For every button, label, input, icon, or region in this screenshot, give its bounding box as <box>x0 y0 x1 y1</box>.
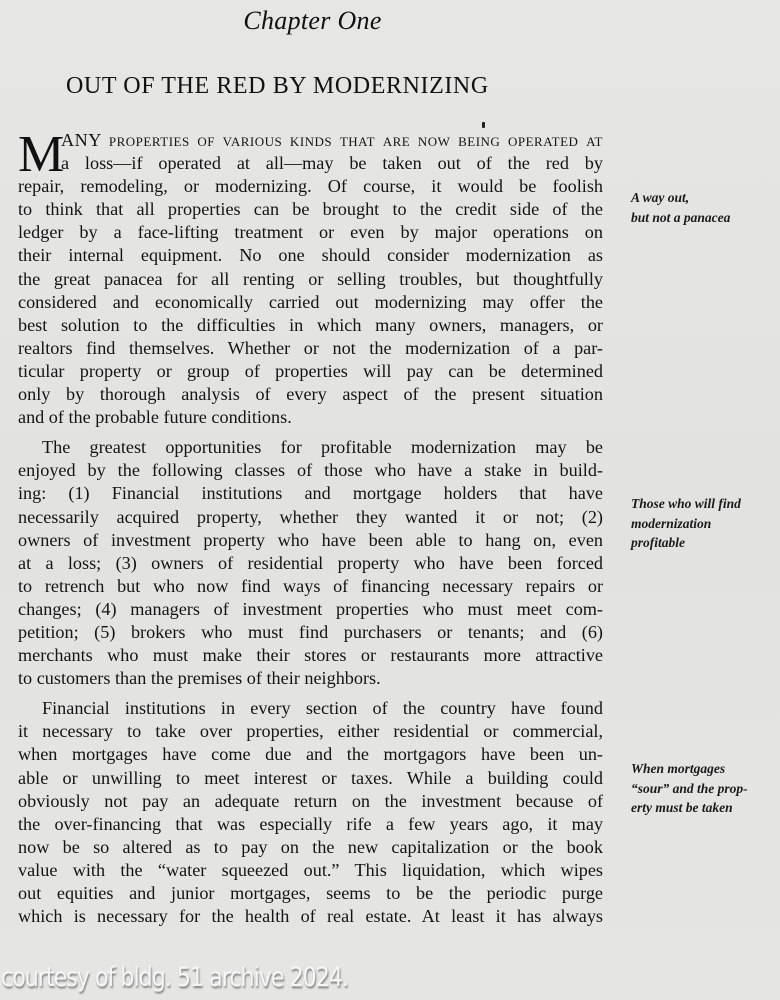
margin-note-line: A way out, <box>631 190 690 205</box>
text-line: ticular property or group of properties will pay can be determined <box>18 360 603 381</box>
text-line: to think that all properties can be brought to the credit side of the <box>18 199 603 220</box>
text-line: realtors find themselves. Whether or not the modernization of a par- <box>18 337 603 358</box>
text-line: to retrench but who now find ways of financing necessary repairs or <box>18 575 603 596</box>
margin-note-line: “sour” and the prop- <box>631 780 748 796</box>
text-line: best solution to the difficulties in which many owners, managers, or <box>18 314 603 335</box>
margin-note <box>631 759 776 818</box>
margin-note <box>631 494 776 553</box>
text-line: it necessary to take over properties, either residential or commercial, <box>18 721 603 742</box>
margin-note-line: modernization <box>631 515 712 531</box>
margin-note-line: Those who will find <box>631 496 741 511</box>
margin-note-line: erty must be taken <box>631 800 733 815</box>
text-line: changes; (4) managers of investment properties who must meet com- <box>18 598 603 619</box>
paper-speck <box>482 122 485 128</box>
text-line: enjoyed by the following classes of those who have a stake in build- <box>18 460 603 481</box>
paragraph <box>18 436 603 690</box>
text-line: the great panacea for all renting or selling troubles, but thoughtfully <box>18 268 603 289</box>
text-line: owners of investment property who have been able to hang on, even <box>18 529 603 550</box>
text-line: a loss—if operated at all—may be taken out of the red by <box>61 153 603 174</box>
text-line: The greatest opportunities for profitable modernization may be <box>42 437 603 458</box>
paragraph-gap <box>18 429 603 436</box>
margin-note-line: When mortgages <box>631 761 726 776</box>
drop-cap: M <box>18 126 65 183</box>
text-line: ing: (1) Financial institutions and mortgage holders that have <box>18 483 603 504</box>
margin-note-line: profitable <box>631 535 685 550</box>
text-line: to customers than the premises of their neighbors. <box>18 668 381 689</box>
paragraph-gap <box>18 690 603 697</box>
text-line: considered and economically carried out modernizing may offer the <box>18 291 603 312</box>
text-line: and of the probable future conditions. <box>18 407 292 428</box>
text-line: necessarily acquired property, whether they wanted it or not; (2) <box>18 506 603 527</box>
text-line <box>18 129 603 152</box>
text-line: Financial institutions in every section of the country have found <box>42 698 603 719</box>
text-line: value with the “water squeezed out.” This liquidation, which wipes <box>18 859 603 880</box>
paragraph <box>18 697 603 928</box>
text-line: now be so altered as to pay on the new capitalization or the book <box>18 836 603 857</box>
text-line: when mortgages have come due and the mortgagors have been un- <box>18 744 603 765</box>
paragraph <box>18 126 603 429</box>
text-line: their internal equipment. No one should consider modernization as <box>18 245 603 266</box>
text-line: repair, remodeling, or modernizing. Of course, it would be foolish <box>18 176 603 197</box>
text-line: obviously not pay an adequate return on the investment because of <box>18 790 603 811</box>
text-line: the over-financing that was especially rife a few years ago, it may <box>18 813 603 834</box>
margin-note <box>631 188 776 227</box>
margin-note-line: but not a panacea <box>631 209 731 225</box>
text-line: which is necessary for the health of real estate. At least it has always <box>18 906 603 927</box>
text-line: only by thorough analysis of every aspect of the present situation <box>18 384 603 405</box>
chapter-title: OUT OF THE RED BY MODERNIZING <box>66 72 489 99</box>
text-line: ledger by a face-lifting treatment or even by major operations on <box>18 222 603 243</box>
text-line-content: ANY properties of various kinds that are now being operated at <box>61 130 603 150</box>
watermark: courtesy of bldg. 51 archive 2024. <box>1 962 349 993</box>
text-line: petition; (5) brokers who must find purchasers or tenants; and (6) <box>18 621 603 642</box>
text-line: able or unwilling to meet interest or taxes. While a building could <box>18 767 603 788</box>
text-line: merchants who must make their stores or restaurants more attractive <box>18 645 603 666</box>
text-line: out equities and junior mortgages, seems to be the periodic purge <box>18 883 603 903</box>
body-text <box>18 126 603 928</box>
chapter-label: Chapter One <box>243 6 382 35</box>
text-line: at a loss; (3) owners of residential property who have been forced <box>18 552 603 573</box>
